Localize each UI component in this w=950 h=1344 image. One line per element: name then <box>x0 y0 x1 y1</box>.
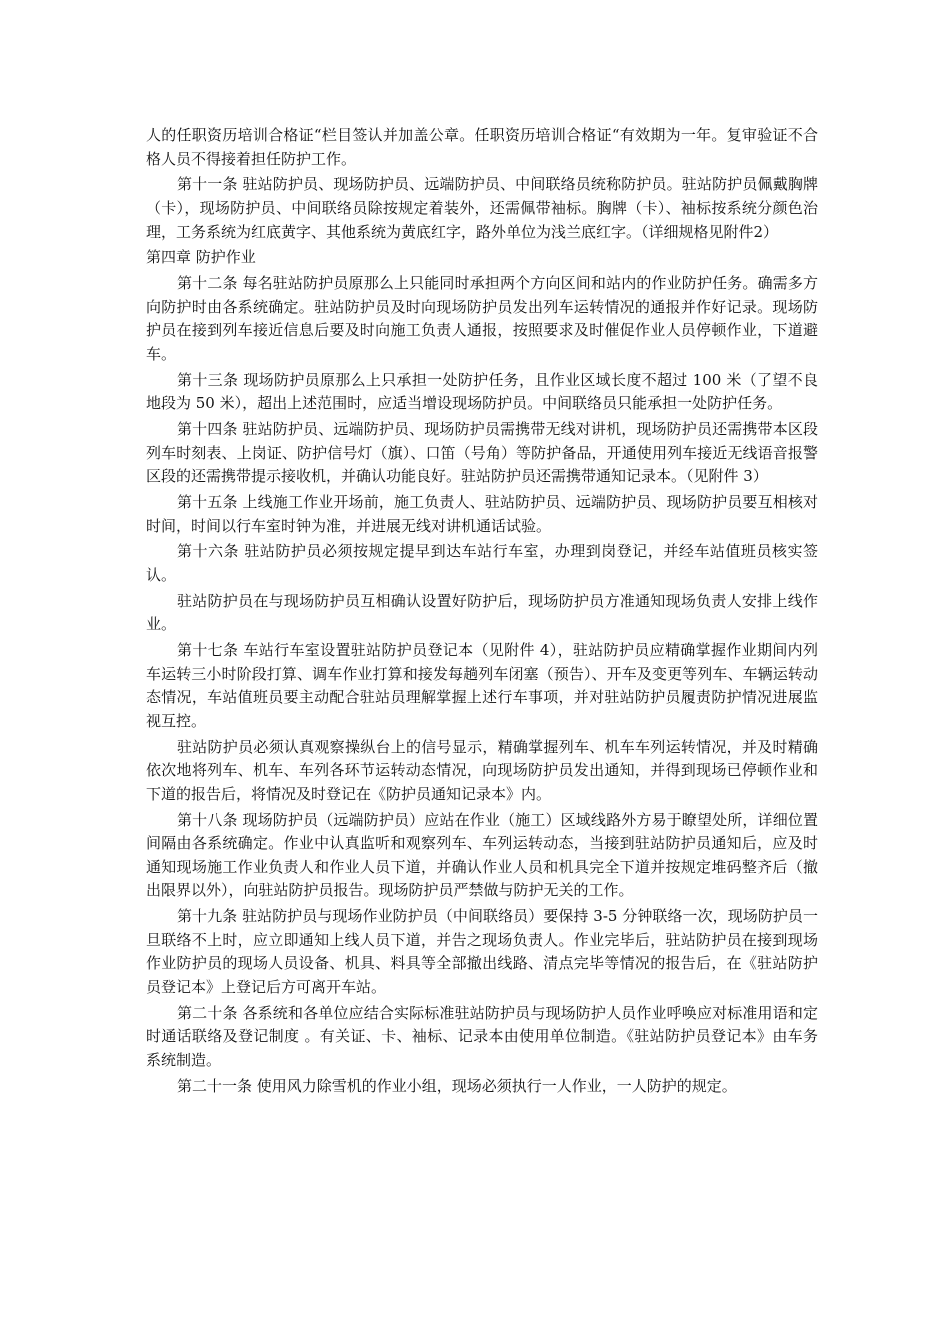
paragraph-article-13: 第十三条 现场防护员原那么上只承担一处防护任务，且作业区域长度不超过 100 米（了望不良地段为 50 米），超出上述范围时，应适当增设现场防护员。中间联络员只能承担一处防护任务。 <box>146 370 818 413</box>
paragraph-article-21: 第二十一条 使用风力除雪机的作业小组，现场必须执行一人作业，一人防护的规定。 <box>177 1076 737 1095</box>
paragraph-article-14: 第十四条 驻站防护员、远端防护员、现场防护员需携带无线对讲机，现场防护员还需携带本区段列车时刻表、上岗证、防护信号灯（旗）、口笛（号角）等防护备品，开通使用列车接近无线语音报警区段的还需携带提示接收机，并确认功能良好。驻站防护员还需携带通知记录本。（见附件 3） <box>146 420 818 486</box>
chapter-heading: 第四章 防护作业 <box>146 248 256 267</box>
paragraph-article-17: 第十七条 车站行车室设置驻站防护员登记本（见附件 4），驻站防护员应精确掌握作业期间内列车运转三小时阶段打算、调车作业打算和接发每趟列车闭塞（预告）、开车及变更等列车、车辆运转动态情况，车站值班员要主动配合驻站员理解掌握上述行车事项，并对驻站防护员履责防护情况进展监视互控。 <box>146 641 818 730</box>
paragraph-intro: 人的任职资历培训合格证“栏目签认并加盖公章。任职资历培训合格证“有效期为一年。复审验证不合格人员不得接着担任防护工作。 <box>146 126 818 168</box>
paragraph-article-18: 第十八条 现场防护员（远端防护员）应站在作业（施工）区域线路外方易于瞭望处所，详细位置间隔由各系统确定。作业中认真监听和观察列车、车列运转动态，当接到驻站防护员通知后，应及时通知现场施工作业负责人和作业人员下道，并确认作业人员和机具完全下道并按规定堆码整齐后（撤出限界以外），向驻站防护员报告。现场防护员严禁做与防护无关的工作。 <box>146 810 818 900</box>
paragraph-article-15: 第十五条 上线施工作业开场前，施工负责人、驻站防护员、远端防护员、现场防护员要互相核对时间，时间以行车室时钟为准，并进展无线对讲机通话试验。 <box>146 493 818 535</box>
document-body <box>146 124 818 1101</box>
paragraph-article-16: 第十六条 驻站防护员必须按规定提早到达车站行车室，办理到岗登记，并经车站值班员核实签认。 <box>146 542 818 584</box>
paragraph-article-11: 第十一条 驻站防护员、现场防护员、远端防护员、中间联络员统称防护员。驻站防护员佩戴胸牌（卡），现场防护员、中间联络员除按规定着装外，还需佩带袖标。胸牌（卡）、袖标按系统分颜色治理，工务系统为红底黄字、其他系统为黄底红字，路外单位为浅兰底红字。（详细规格见附件2） <box>146 175 818 241</box>
paragraph-article-12: 第十二条 每名驻站防护员原那么上只能同时承担两个方向区间和站内的作业防护任务。确需多方向防护时由各系统确定。驻站防护员及时向现场防护员发出列车运转情况的通报并作好记录。现场防护员在接到列车接近信息后要及时向施工负责人通报，按照要求及时催促作业人员停顿作业，下道避车。 <box>146 274 818 363</box>
paragraph-article-17-cont: 驻站防护员必须认真观察操纵台上的信号显示，精确掌握列车、机车车列运转情况，并及时精确依次地将列车、机车、车列各环节运转动态情况，向现场防护员发出通知，并得到现场已停顿作业和下道的报告后，将情况及时登记在《防护员通知记录本》内。 <box>146 737 818 803</box>
paragraph-article-16-cont: 驻站防护员在与现场防护员互相确认设置好防护后，现场防护员方准通知现场负责人安排上线作业。 <box>146 591 818 634</box>
paragraph-article-19: 第十九条 驻站防护员与现场作业防护员（中间联络员）要保持 3-5 分钟联络一次，现场防护员一旦联络不上时，应立即通知上线人员下道，并告之现场负责人。作业完毕后，驻站防护员在接到现场作业防护员的现场人员设备、机具、料具等全部撤出线路、清点完毕等情况的报告后，在《驻站防护员登记本》上登记后方可离开车站。 <box>146 907 818 997</box>
paragraph-article-20: 第二十条 各系统和各单位应结合实际标准驻站防护员与现场防护人员作业呼唤应对标准用语和定时通话联络及登记制度 。有关证、卡、袖标、记录本由使用单位制造。《驻站防护员登记本》由车务系统制造。 <box>146 1003 818 1069</box>
